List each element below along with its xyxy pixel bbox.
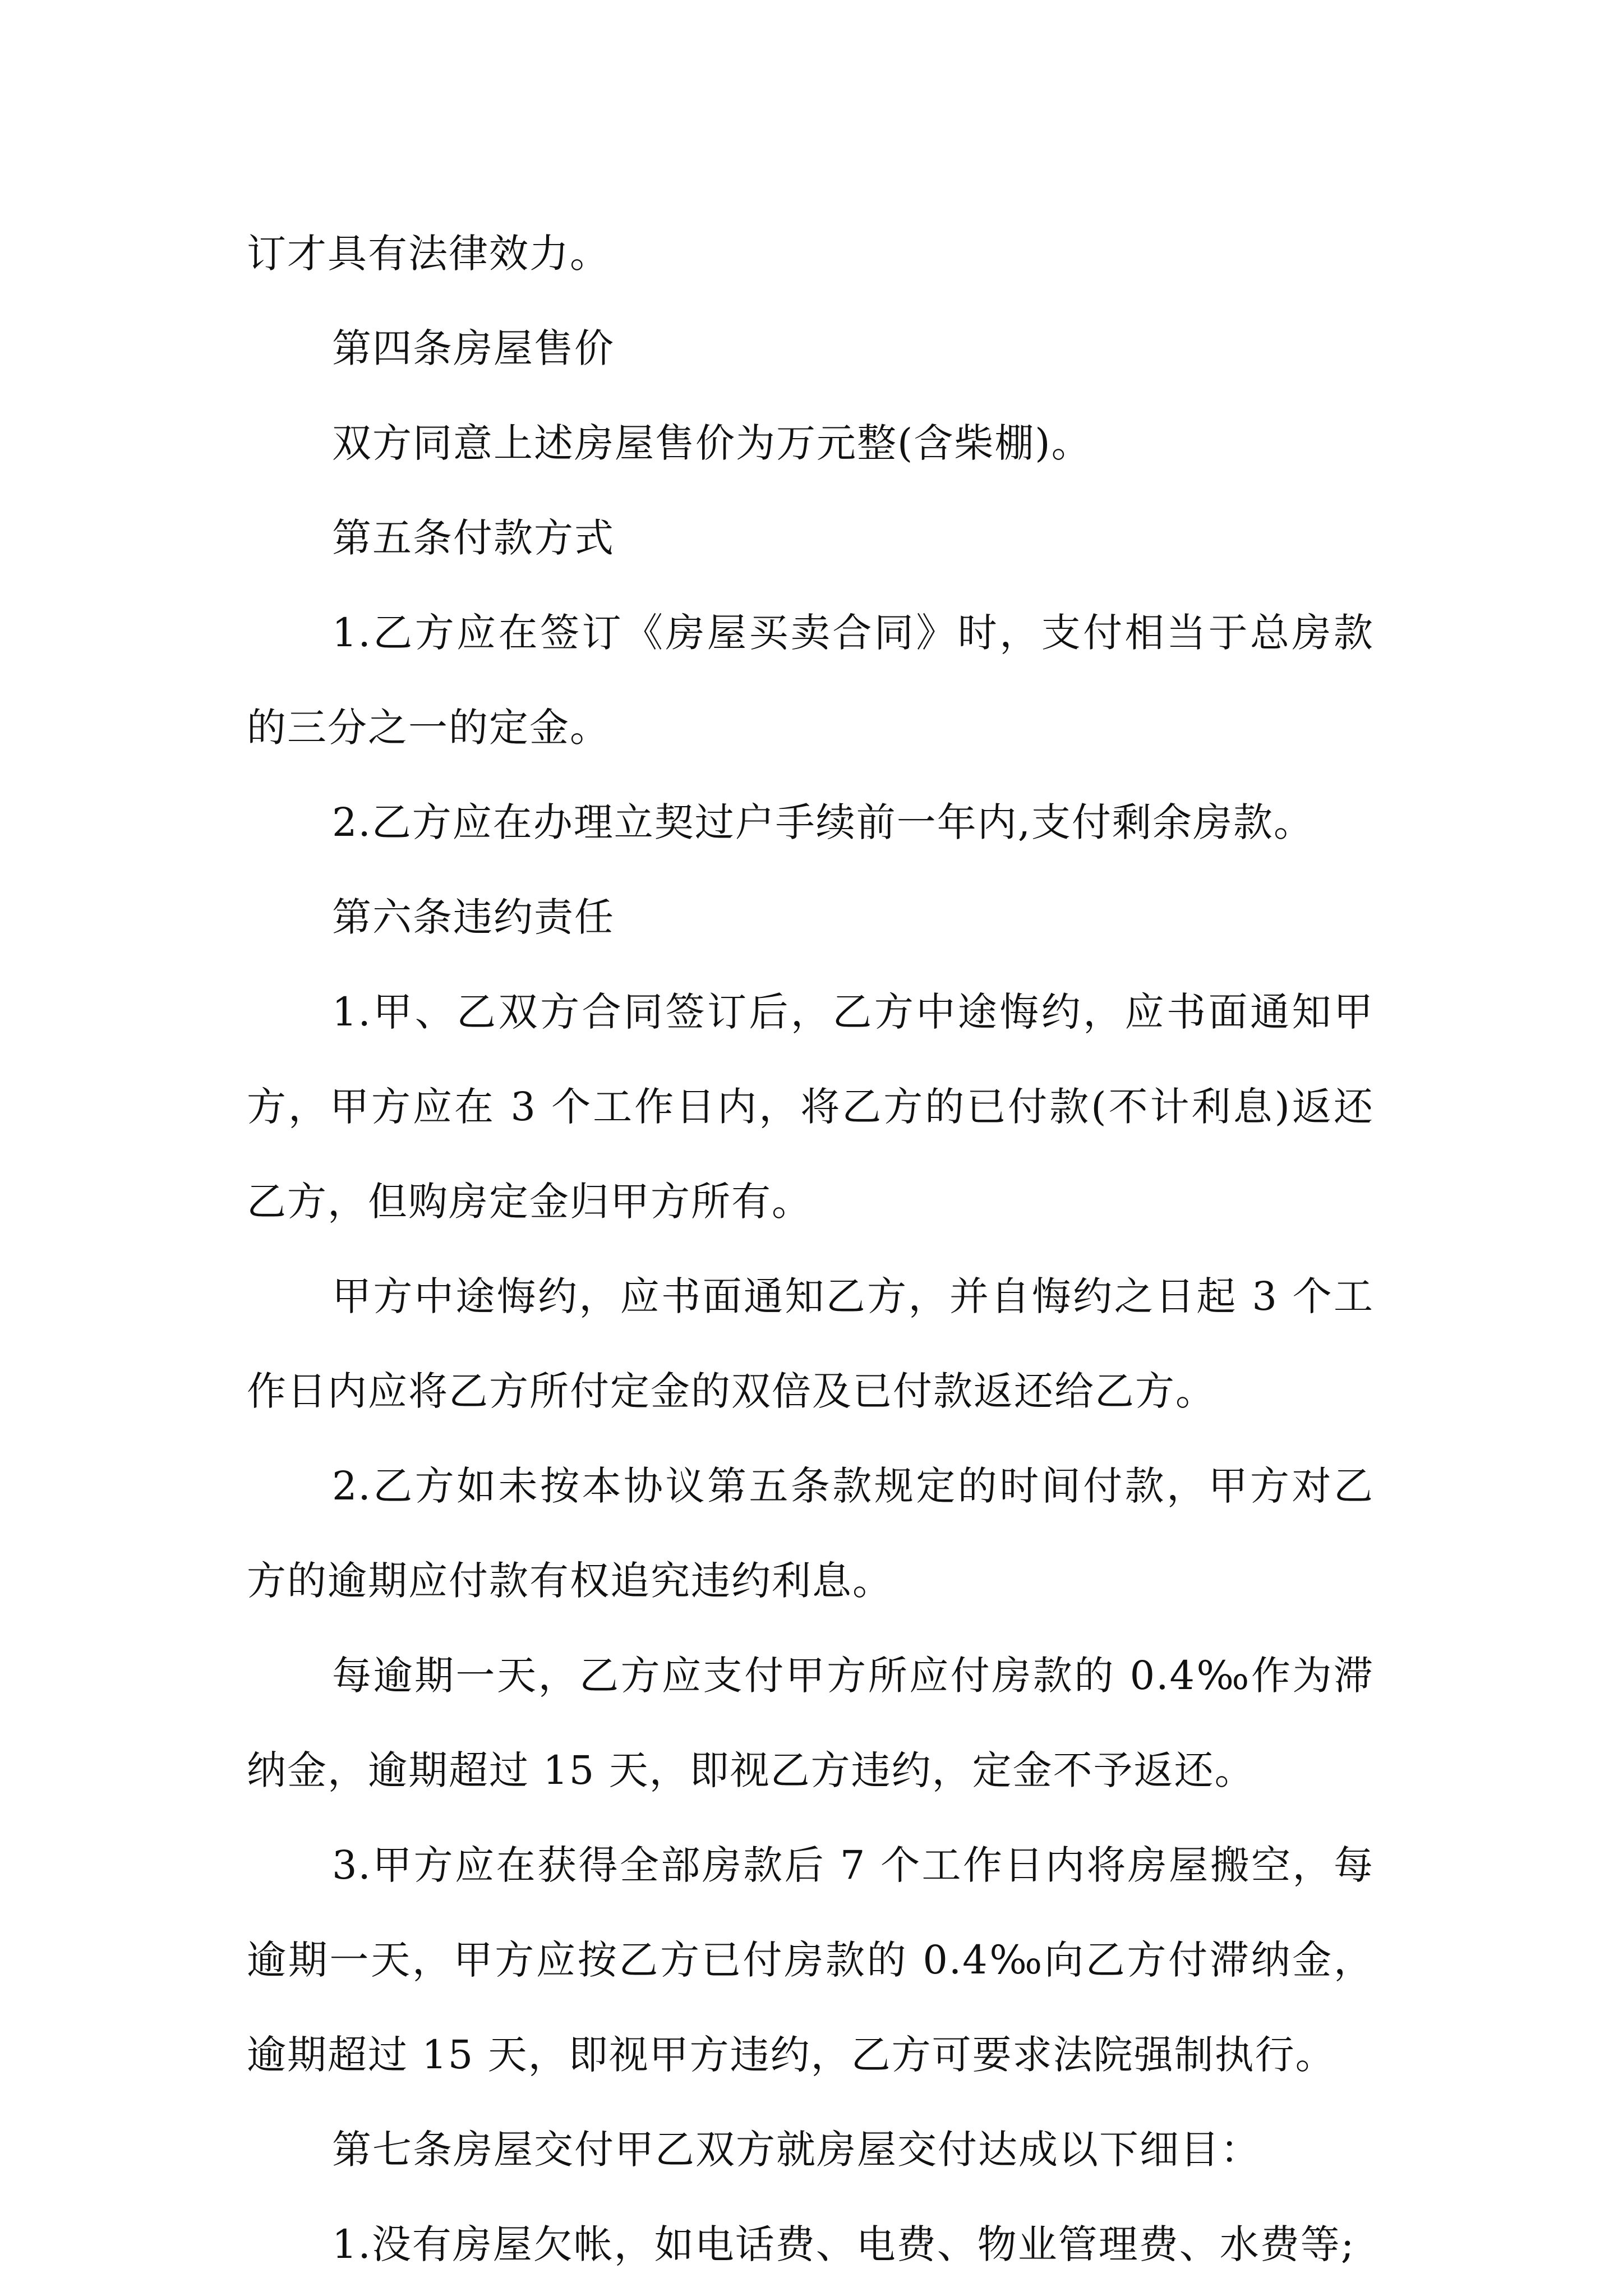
article-5-item-1: 1.乙方应在签订《房屋买卖合同》时，支付相当于总房款的三分之一的定金。 bbox=[247, 610, 1374, 751]
article-5-item-2: 2.乙方应在办理立契过户手续前一年内,支付剩余房款。 bbox=[332, 799, 1315, 845]
article-7-heading: 第七条房屋交付甲乙双方就房屋交付达成以下细目： bbox=[332, 2127, 1261, 2173]
article-4-heading: 第四条房屋售价 bbox=[332, 325, 615, 371]
article-6-item-2b: 每逾期一天，乙方应支付甲方所应付房款的 0.4‰作为滞纳金，逾期超过 15 天，即视乙方违约，定金不予返还。 bbox=[247, 1653, 1374, 1793]
article-6-item-3: 3.甲方应在获得全部房款后 7 个工作日内将房屋搬空，每逾期一天，甲方应按乙方已付房款的 0.4‰向乙方付滞纳金，逾期超过 15 天，即视甲方违约，乙方可要求法院强制执行。 bbox=[247, 1842, 1374, 2078]
article-4-price: 双方同意上述房屋售价为万元整(含柴棚)。 bbox=[332, 420, 1092, 466]
article-6-heading: 第六条违约责任 bbox=[332, 894, 615, 940]
article-6-item-2: 2.乙方如未按本协议第五条款规定的时间付款，甲方对乙方的逾期应付款有权追究违约利息。 bbox=[247, 1463, 1374, 1604]
article-7-item-1: 1.没有房屋欠帐，如电话费、电费、物业管理费、水费等; bbox=[332, 2221, 1355, 2267]
article-6-item-1b: 甲方中途悔约，应书面通知乙方，并自悔约之日起 3 个工作日内应将乙方所付定金的双倍及已付款返还给乙方。 bbox=[247, 1273, 1374, 1414]
document-body bbox=[247, 206, 1374, 2292]
paragraph-continued: 订才具有法律效力。 bbox=[247, 231, 610, 277]
article-6-item-1: 1.甲、乙双方合同签订后，乙方中途悔约，应书面通知甲方，甲方应在 3 个工作日内，将乙方的已付款(不计利息)返还乙方，但购房定金归甲方所有。 bbox=[247, 989, 1374, 1225]
article-5-heading: 第五条付款方式 bbox=[332, 515, 615, 561]
